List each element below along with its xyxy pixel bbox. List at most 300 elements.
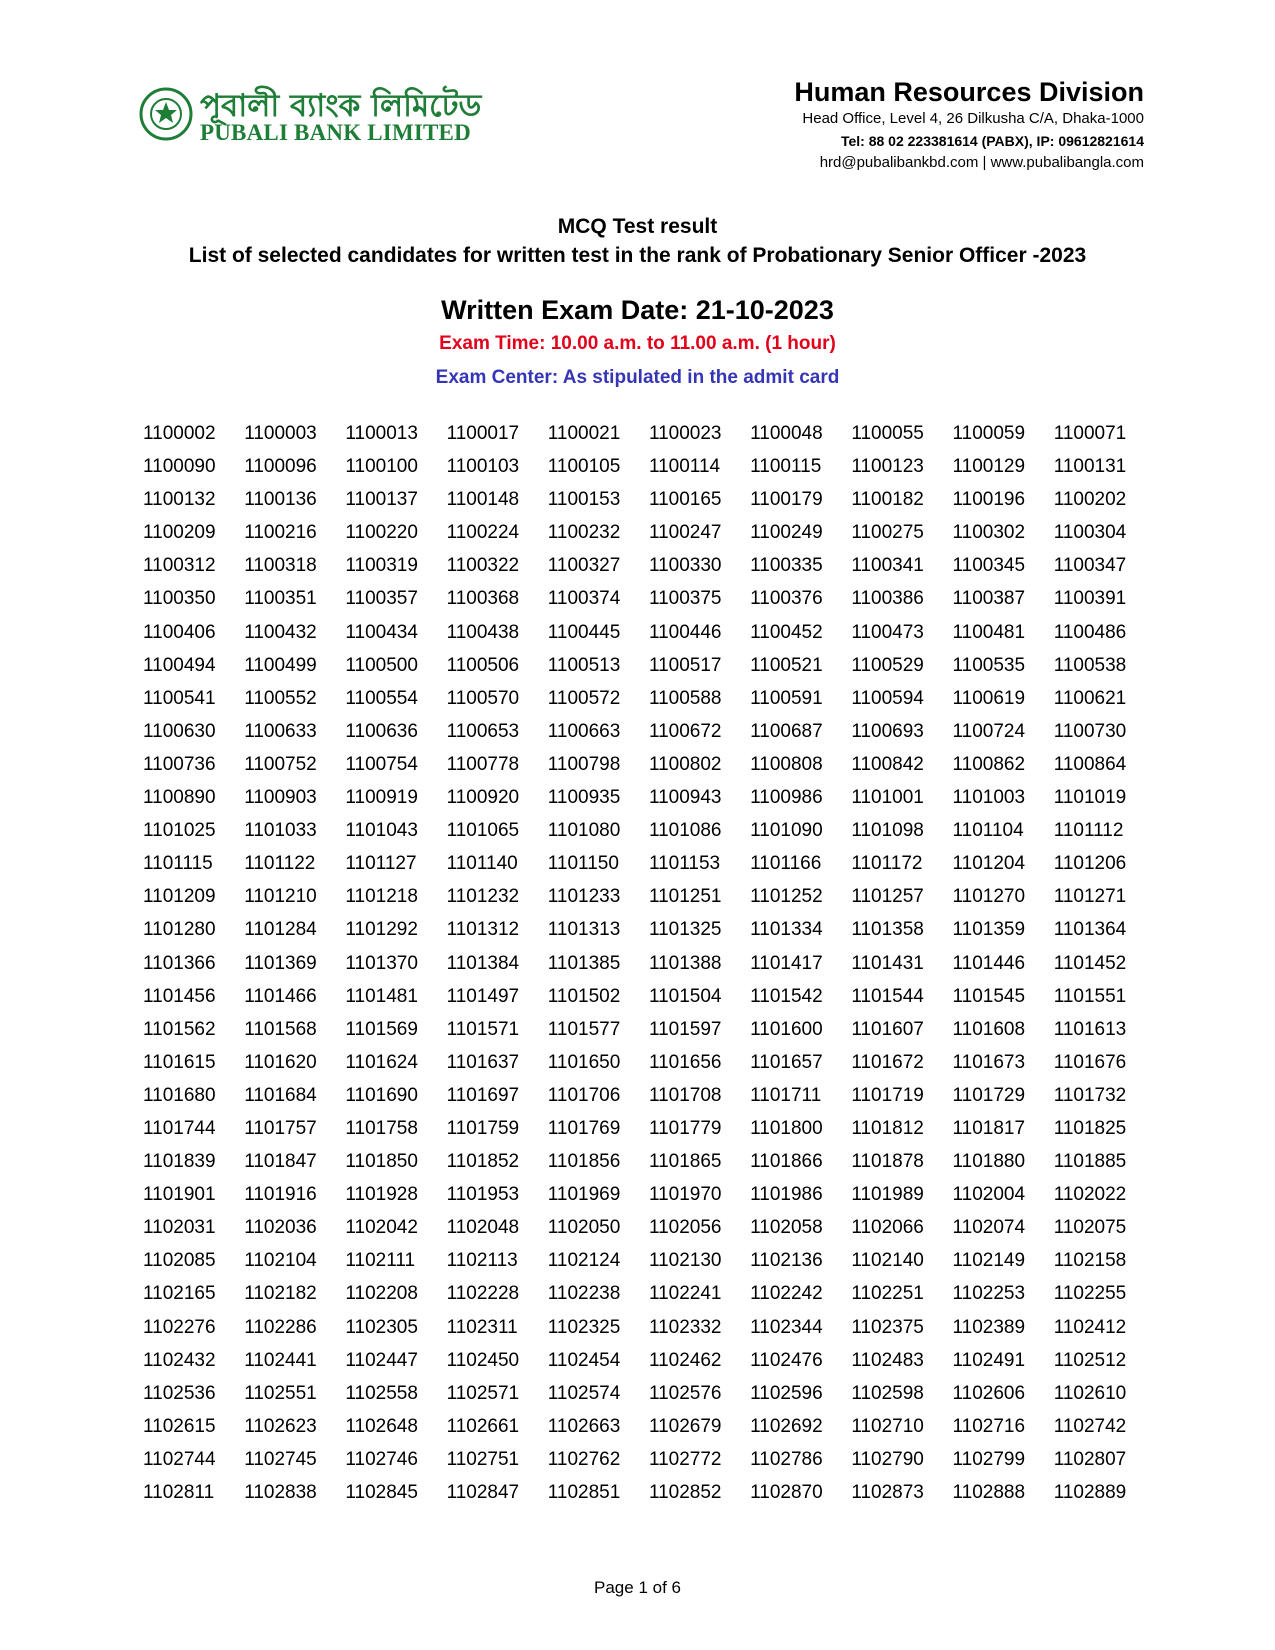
roll-number: 1101369 <box>244 952 317 974</box>
roll-number: 1101359 <box>952 919 1026 941</box>
roll-number: 1101127 <box>345 853 417 875</box>
roll-number: 1101065 <box>446 820 520 842</box>
table-row <box>143 649 1155 682</box>
roll-number: 1102889 <box>1053 1482 1127 1503</box>
roll-number: 1101856 <box>547 1151 621 1173</box>
roll-number: 1101656 <box>648 1051 722 1073</box>
table-row <box>143 980 1155 1013</box>
table-row <box>143 582 1155 615</box>
roll-number: 1100778 <box>446 753 520 775</box>
roll-number: 1102149 <box>952 1250 1026 1272</box>
roll-number: 1102847 <box>446 1482 520 1503</box>
roll-number: 1100538 <box>1053 654 1127 676</box>
roll-number: 1101817 <box>952 1117 1026 1139</box>
roll-number: 1100220 <box>345 522 418 544</box>
table-row <box>143 549 1155 582</box>
roll-number: 1102165 <box>143 1283 216 1305</box>
roll-number-grid <box>143 417 1155 1509</box>
roll-number: 1102075 <box>1053 1217 1127 1239</box>
roll-number: 1101153 <box>648 853 721 875</box>
roll-number: 1102325 <box>547 1316 621 1338</box>
roll-number: 1100446 <box>648 621 722 643</box>
roll-number: 1101732 <box>1053 1084 1127 1106</box>
roll-number: 1101080 <box>547 820 621 842</box>
roll-number: 1101769 <box>547 1117 621 1139</box>
roll-number: 1100387 <box>952 588 1026 610</box>
table-row <box>143 1377 1155 1410</box>
roll-number: 1102344 <box>750 1316 823 1338</box>
roll-number: 1100506 <box>446 654 520 676</box>
roll-number: 1101104 <box>952 820 1024 842</box>
roll-number: 1101232 <box>446 886 520 908</box>
roll-number: 1101969 <box>547 1184 621 1206</box>
roll-number: 1101086 <box>648 820 722 842</box>
roll-number: 1102574 <box>547 1382 621 1404</box>
roll-number: 1102332 <box>648 1316 722 1338</box>
table-row <box>143 1178 1155 1211</box>
roll-number: 1100752 <box>244 753 317 775</box>
roll-number: 1100663 <box>547 720 621 742</box>
roll-number: 1101431 <box>851 952 924 974</box>
roll-number: 1102679 <box>648 1415 722 1437</box>
roll-number: 1101953 <box>446 1184 520 1206</box>
office-address: Head Office, Level 4, 26 Dilkusha C/A, Dhaka-1000 <box>802 110 1144 127</box>
table-row <box>143 1013 1155 1046</box>
roll-number: 1101043 <box>345 820 418 842</box>
roll-number: 1101866 <box>750 1151 823 1173</box>
roll-number: 1100798 <box>547 753 621 775</box>
roll-number: 1100570 <box>446 687 520 709</box>
roll-number: 1101098 <box>851 820 924 842</box>
roll-number: 1101209 <box>143 886 216 908</box>
roll-number: 1101697 <box>446 1084 520 1106</box>
roll-number: 1101312 <box>446 919 520 941</box>
roll-number: 1102852 <box>648 1482 722 1503</box>
roll-number: 1102648 <box>345 1415 418 1437</box>
table-row <box>143 1277 1155 1310</box>
roll-number: 1102742 <box>1053 1415 1127 1437</box>
roll-number: 1102251 <box>851 1283 924 1305</box>
roll-number: 1101916 <box>244 1184 317 1206</box>
roll-number: 1102036 <box>244 1217 317 1239</box>
roll-number: 1101759 <box>446 1117 520 1139</box>
roll-number: 1100473 <box>851 621 924 643</box>
roll-number: 1101292 <box>345 919 418 941</box>
roll-number: 1101825 <box>1053 1117 1127 1139</box>
roll-number: 1101620 <box>244 1051 317 1073</box>
roll-number: 1100017 <box>446 423 520 444</box>
roll-number: 1101112 <box>1053 820 1124 842</box>
roll-number: 1102124 <box>547 1250 621 1272</box>
roll-number: 1101708 <box>648 1084 722 1106</box>
roll-number: 1102483 <box>851 1349 924 1371</box>
roll-number: 1100452 <box>750 621 823 643</box>
roll-number: 1102056 <box>648 1217 722 1239</box>
roll-number: 1100754 <box>345 753 418 775</box>
roll-number: 1100302 <box>952 522 1026 544</box>
roll-number: 1100129 <box>952 456 1026 478</box>
roll-number: 1100535 <box>952 654 1026 676</box>
roll-number: 1101206 <box>1053 853 1127 875</box>
roll-number: 1102182 <box>244 1283 317 1305</box>
roll-number: 1101270 <box>952 886 1026 908</box>
telephone: Tel: 88 02 223381614 (PABX), IP: 09612821614 <box>840 133 1144 149</box>
roll-number: 1102888 <box>952 1482 1026 1503</box>
roll-number: 1100002 <box>143 423 216 444</box>
roll-number: 1102606 <box>952 1382 1026 1404</box>
roll-number: 1100335 <box>750 555 823 577</box>
roll-number: 1100055 <box>851 423 924 444</box>
roll-number: 1100687 <box>750 720 823 742</box>
roll-number: 1101569 <box>345 1018 418 1040</box>
roll-number: 1101090 <box>750 820 823 842</box>
table-row <box>143 516 1155 549</box>
roll-number: 1101719 <box>851 1084 924 1106</box>
roll-number: 1101370 <box>345 952 418 974</box>
bank-logo <box>138 80 482 150</box>
roll-number: 1100513 <box>547 654 621 676</box>
roll-number: 1100588 <box>648 687 722 709</box>
roll-number: 1101672 <box>851 1051 924 1073</box>
roll-number: 1100494 <box>143 654 216 676</box>
division-title: Human Resources Division <box>794 77 1144 107</box>
table-row <box>143 682 1155 715</box>
table-row <box>143 913 1155 946</box>
roll-number: 1100842 <box>851 753 924 775</box>
roll-number: 1100090 <box>143 456 216 478</box>
roll-number: 1102610 <box>1053 1382 1127 1404</box>
roll-number: 1100182 <box>851 489 924 511</box>
roll-number: 1100137 <box>345 489 418 511</box>
roll-number: 1101446 <box>952 952 1026 974</box>
roll-number: 1100202 <box>1053 489 1127 511</box>
roll-number: 1102242 <box>750 1283 823 1305</box>
roll-number: 1100216 <box>244 522 317 544</box>
roll-number: 1100594 <box>851 687 924 709</box>
roll-number: 1101481 <box>345 985 418 1007</box>
table-row <box>143 1344 1155 1377</box>
roll-number: 1102462 <box>648 1349 722 1371</box>
roll-number: 1102598 <box>851 1382 924 1404</box>
roll-number: 1101366 <box>143 952 216 974</box>
table-row <box>143 483 1155 516</box>
roll-number: 1101502 <box>547 985 621 1007</box>
roll-number: 1101676 <box>1053 1051 1127 1073</box>
roll-number: 1100131 <box>1053 456 1127 478</box>
division-header <box>794 76 1144 174</box>
roll-number: 1100247 <box>648 522 722 544</box>
roll-number: 1100920 <box>446 787 520 809</box>
roll-number: 1101218 <box>345 886 418 908</box>
roll-number: 1100386 <box>851 588 924 610</box>
roll-number: 1102772 <box>648 1448 722 1470</box>
roll-number: 1102663 <box>547 1415 621 1437</box>
roll-number: 1100445 <box>547 621 621 643</box>
roll-number: 1100357 <box>345 588 418 610</box>
roll-number: 1101901 <box>143 1184 216 1206</box>
roll-number: 1101657 <box>750 1051 823 1073</box>
table-row <box>143 781 1155 814</box>
roll-number: 1100500 <box>345 654 418 676</box>
roll-number: 1102454 <box>547 1349 621 1371</box>
roll-number: 1102253 <box>952 1283 1026 1305</box>
roll-number: 1102441 <box>244 1349 317 1371</box>
roll-number: 1100123 <box>851 456 924 478</box>
notice-heading: MCQ Test result <box>557 215 718 238</box>
roll-number: 1102838 <box>244 1482 317 1503</box>
roll-number: 1100096 <box>244 456 317 478</box>
roll-number: 1102744 <box>143 1448 216 1470</box>
roll-number: 1100693 <box>851 720 924 742</box>
roll-number: 1100059 <box>952 423 1026 444</box>
roll-number: 1101325 <box>648 919 722 941</box>
roll-number: 1102873 <box>851 1482 924 1503</box>
roll-number: 1101334 <box>750 919 823 941</box>
roll-number: 1101456 <box>143 985 216 1007</box>
roll-number: 1101210 <box>244 886 317 908</box>
roll-number: 1100552 <box>244 687 317 709</box>
roll-number: 1101204 <box>952 853 1026 875</box>
roll-number: 1101358 <box>851 919 924 941</box>
roll-number: 1100114 <box>648 456 721 478</box>
roll-number: 1101568 <box>244 1018 317 1040</box>
roll-number: 1100808 <box>750 753 823 775</box>
roll-number: 1100318 <box>244 555 317 577</box>
roll-number: 1101504 <box>648 985 722 1007</box>
roll-number: 1102276 <box>143 1316 216 1338</box>
roll-number: 1100636 <box>345 720 418 742</box>
roll-number: 1100653 <box>446 720 520 742</box>
roll-number: 1100345 <box>952 555 1026 577</box>
roll-number: 1102716 <box>952 1415 1026 1437</box>
table-row <box>143 1410 1155 1443</box>
roll-number: 1100304 <box>1053 522 1127 544</box>
roll-number: 1102255 <box>1053 1283 1127 1305</box>
roll-number: 1100165 <box>648 489 722 511</box>
roll-number: 1100802 <box>648 753 722 775</box>
roll-number: 1100541 <box>143 687 216 709</box>
roll-number: 1102615 <box>143 1415 216 1437</box>
roll-number: 1102432 <box>143 1349 216 1371</box>
roll-number: 1100209 <box>143 522 216 544</box>
roll-number: 1102412 <box>1053 1316 1127 1338</box>
roll-number: 1102536 <box>143 1382 216 1404</box>
roll-number: 1102158 <box>1053 1250 1127 1272</box>
roll-number: 1102751 <box>446 1448 520 1470</box>
table-row <box>143 1211 1155 1244</box>
roll-number: 1102571 <box>446 1382 520 1404</box>
roll-number: 1101019 <box>1053 787 1127 809</box>
roll-number: 1101852 <box>446 1151 520 1173</box>
roll-number: 1101989 <box>851 1184 924 1206</box>
roll-number: 1100003 <box>244 423 317 444</box>
roll-number: 1101597 <box>648 1018 722 1040</box>
roll-number: 1100351 <box>244 588 317 610</box>
table-row <box>143 1079 1155 1112</box>
roll-number: 1101608 <box>952 1018 1026 1040</box>
roll-number: 1100148 <box>446 489 520 511</box>
table-row <box>143 1112 1155 1145</box>
roll-number: 1101466 <box>244 985 317 1007</box>
roll-number: 1102111 <box>345 1250 416 1272</box>
roll-number: 1102305 <box>345 1316 418 1338</box>
roll-number: 1100350 <box>143 588 216 610</box>
table-row <box>143 417 1155 450</box>
roll-number: 1101800 <box>750 1117 823 1139</box>
roll-number: 1100724 <box>952 720 1026 742</box>
roll-number: 1100554 <box>345 687 418 709</box>
roll-number: 1102113 <box>446 1250 518 1272</box>
roll-number: 1100935 <box>547 787 621 809</box>
roll-number: 1100903 <box>244 787 317 809</box>
roll-number: 1102746 <box>345 1448 418 1470</box>
roll-number: 1100136 <box>244 489 317 511</box>
roll-number: 1101680 <box>143 1084 216 1106</box>
roll-number: 1100499 <box>244 654 317 676</box>
roll-number: 1101613 <box>1053 1018 1127 1040</box>
roll-number: 1102447 <box>345 1349 418 1371</box>
roll-number: 1102136 <box>750 1250 823 1272</box>
roll-number: 1102389 <box>952 1316 1026 1338</box>
roll-number: 1101928 <box>345 1184 418 1206</box>
bank-name-english: PUBALI BANK LIMITED <box>200 120 471 145</box>
roll-number: 1101600 <box>750 1018 823 1040</box>
roll-number: 1100406 <box>143 621 216 643</box>
roll-number: 1101166 <box>750 853 822 875</box>
roll-number: 1101986 <box>750 1184 823 1206</box>
roll-number: 1101452 <box>1053 952 1127 974</box>
roll-number: 1101385 <box>547 952 621 974</box>
roll-number: 1102130 <box>648 1250 722 1272</box>
roll-number: 1100319 <box>345 555 418 577</box>
roll-number: 1101271 <box>1053 886 1127 908</box>
roll-number: 1100630 <box>143 720 216 742</box>
roll-number: 1100275 <box>851 522 924 544</box>
roll-number: 1100100 <box>345 456 418 478</box>
roll-number: 1102851 <box>547 1482 621 1503</box>
exam-center: Exam Center: As stipulated in the admit card <box>435 367 840 388</box>
roll-number: 1101744 <box>143 1117 216 1139</box>
roll-number: 1101847 <box>244 1151 317 1173</box>
roll-number: 1102491 <box>952 1349 1026 1371</box>
roll-number: 1101571 <box>446 1018 520 1040</box>
roll-number: 1101757 <box>244 1117 317 1139</box>
roll-number: 1100249 <box>750 522 823 544</box>
roll-number: 1100375 <box>648 588 722 610</box>
roll-number: 1101607 <box>851 1018 924 1040</box>
roll-number: 1101706 <box>547 1084 621 1106</box>
roll-number: 1100196 <box>952 489 1026 511</box>
roll-number: 1102870 <box>750 1482 823 1503</box>
roll-number: 1101551 <box>1053 985 1127 1007</box>
roll-number: 1101313 <box>547 919 621 941</box>
roll-number: 1102048 <box>446 1217 520 1239</box>
roll-number: 1101544 <box>851 985 924 1007</box>
roll-number: 1102085 <box>143 1250 216 1272</box>
exam-date: Written Exam Date: 21-10-2023 <box>441 295 834 325</box>
roll-number: 1102476 <box>750 1349 823 1371</box>
roll-number: 1102811 <box>143 1482 215 1503</box>
roll-number: 1100730 <box>1053 720 1127 742</box>
roll-number: 1100633 <box>244 720 317 742</box>
roll-number: 1101150 <box>547 853 619 875</box>
roll-number: 1101711 <box>750 1084 822 1106</box>
roll-number: 1100517 <box>648 654 722 676</box>
roll-number: 1101850 <box>345 1151 418 1173</box>
table-row <box>143 847 1155 880</box>
roll-number: 1100312 <box>143 555 216 577</box>
roll-number: 1100591 <box>750 687 823 709</box>
roll-number: 1101779 <box>648 1117 722 1139</box>
roll-number: 1100330 <box>648 555 722 577</box>
roll-number: 1101257 <box>851 886 924 908</box>
table-row <box>143 1311 1155 1344</box>
roll-number: 1102241 <box>648 1283 722 1305</box>
roll-number: 1102311 <box>446 1316 518 1338</box>
exam-time: Exam Time: 10.00 a.m. to 11.00 a.m. (1 hour) <box>439 333 836 354</box>
roll-number: 1100621 <box>1053 687 1127 709</box>
table-row <box>143 616 1155 649</box>
roll-number: 1100071 <box>1053 423 1127 444</box>
roll-number: 1102042 <box>345 1217 418 1239</box>
roll-number: 1102596 <box>750 1382 823 1404</box>
roll-number: 1101252 <box>750 886 823 908</box>
roll-number: 1101885 <box>1053 1151 1127 1173</box>
roll-number: 1101280 <box>143 919 216 941</box>
roll-number: 1100521 <box>750 654 823 676</box>
table-row <box>143 1145 1155 1178</box>
roll-number: 1101758 <box>345 1117 418 1139</box>
bank-name-bangla: পূবালী ব্যাংক লিমিটেড <box>200 88 482 124</box>
roll-number: 1100374 <box>547 588 621 610</box>
roll-number: 1102058 <box>750 1217 823 1239</box>
roll-number: 1100619 <box>952 687 1026 709</box>
notice-subheading: List of selected candidates for written test in the rank of Probationary Senior Officer -2023 <box>188 244 1087 267</box>
roll-number: 1100943 <box>648 787 722 809</box>
roll-number: 1102066 <box>851 1217 924 1239</box>
roll-number: 1100919 <box>345 787 418 809</box>
roll-number: 1102050 <box>547 1217 621 1239</box>
roll-number: 1100736 <box>143 753 216 775</box>
roll-number: 1100132 <box>143 489 216 511</box>
roll-number: 1100672 <box>648 720 722 742</box>
roll-number: 1100322 <box>446 555 520 577</box>
roll-number: 1102799 <box>952 1448 1026 1470</box>
table-row <box>143 1443 1155 1476</box>
roll-number: 1102558 <box>345 1382 418 1404</box>
roll-number: 1101865 <box>648 1151 722 1173</box>
roll-number: 1101545 <box>952 985 1026 1007</box>
roll-number: 1100224 <box>446 522 520 544</box>
roll-number: 1101970 <box>648 1184 722 1206</box>
table-row <box>143 1244 1155 1277</box>
roll-number: 1100023 <box>648 423 722 444</box>
roll-number: 1102228 <box>446 1283 520 1305</box>
roll-number: 1100864 <box>1053 753 1127 775</box>
roll-number: 1100376 <box>750 588 823 610</box>
roll-number: 1101542 <box>750 985 823 1007</box>
table-row <box>143 1476 1155 1509</box>
table-row <box>143 715 1155 748</box>
roll-number: 1100890 <box>143 787 216 809</box>
roll-number: 1101839 <box>143 1151 216 1173</box>
roll-number: 1102286 <box>244 1316 317 1338</box>
roll-number: 1102745 <box>244 1448 317 1470</box>
roll-number: 1101577 <box>547 1018 621 1040</box>
roll-number: 1101673 <box>952 1051 1026 1073</box>
roll-number: 1100021 <box>547 423 621 444</box>
table-row <box>143 814 1155 847</box>
